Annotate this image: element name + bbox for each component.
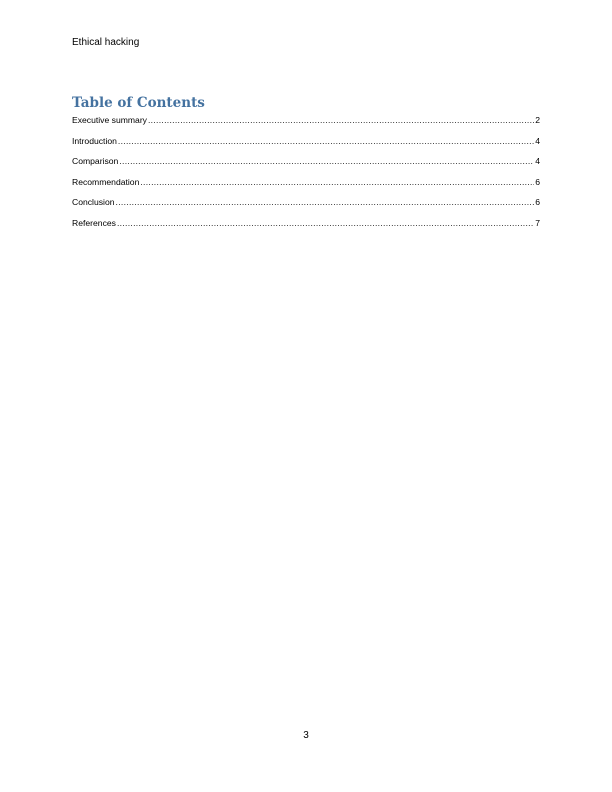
toc-entry-page-number: 6 [535, 197, 540, 207]
toc-entry[interactable] [72, 135, 540, 156]
toc-entry-title: Comparison [72, 156, 119, 166]
dot-leader [117, 217, 534, 229]
dot-leader [148, 114, 534, 126]
toc-entry[interactable] [72, 155, 540, 176]
toc-entry[interactable] [72, 114, 540, 135]
toc-entry-title: Introduction [72, 135, 117, 146]
toc-entry[interactable] [72, 217, 540, 238]
toc-entry[interactable] [72, 176, 540, 197]
toc-heading: Table of Contents [72, 95, 205, 111]
dot-leader [140, 176, 534, 188]
toc-entry-title: Recommendation [72, 176, 140, 187]
toc-entry-title: Conclusion [72, 197, 115, 207]
toc-entry-title: Executive summary [72, 115, 147, 125]
dot-leader [116, 196, 535, 208]
toc-entry-page-number: 2 [535, 115, 540, 125]
toc-entry[interactable] [72, 196, 540, 217]
toc-entry-page-number: 6 [535, 176, 540, 187]
running-header: Ethical hacking [72, 37, 140, 48]
dot-leader [119, 155, 534, 167]
page-number: 3 [303, 730, 309, 741]
toc-entry-title: References [72, 217, 116, 228]
toc-entry-page-number: 7 [535, 217, 540, 228]
toc-list [72, 114, 540, 237]
toc-entry-page-number: 4 [535, 156, 540, 166]
toc-entry-page-number: 4 [535, 135, 540, 146]
dot-leader [118, 135, 534, 147]
